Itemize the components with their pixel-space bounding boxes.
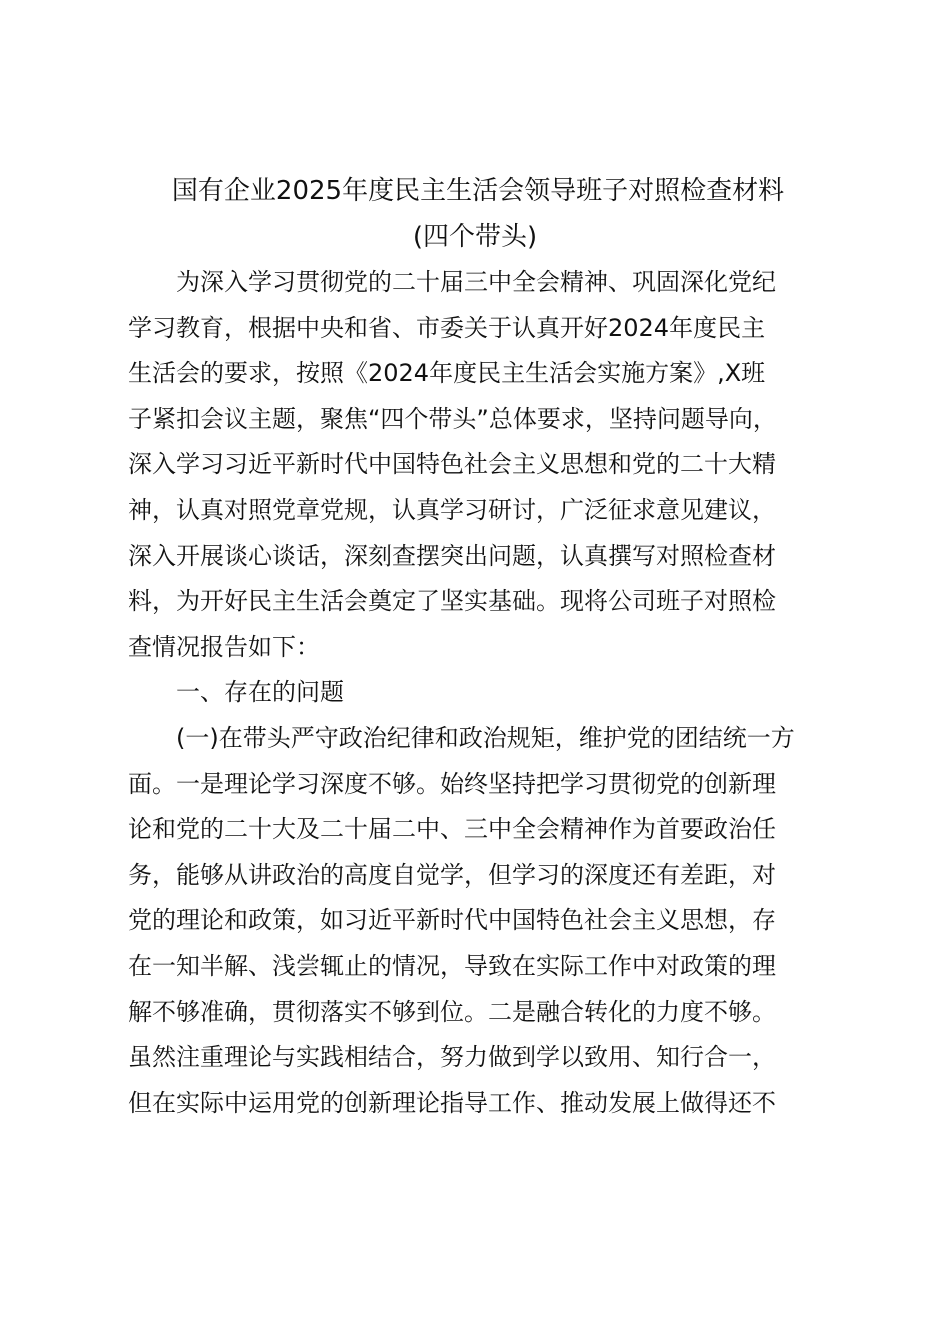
intro-line: 生活会的要求，按照《2024年度民主生活会实施方案》,X班 [128, 359, 766, 388]
title-line-2: (四个带头) [412, 222, 538, 252]
intro-line: 查情况报告如下： [128, 632, 320, 661]
intro-paragraph [128, 260, 822, 670]
section-line: 务，能够从讲政治的高度自觉学，但学习的深度还有差距，对 [128, 860, 776, 889]
section-line: 在一知半解、浅尝辄止的情况，导致在实际工作中对政策的理 [128, 951, 776, 980]
intro-line: 深入开展谈心谈话，深刻查摆突出问题，认真撰写对照检查材 [128, 541, 776, 570]
document-content [128, 168, 822, 1126]
section-heading-block [128, 670, 822, 716]
section-line: 论和党的二十大及二十届二中、三中全会精神作为首要政治任 [128, 815, 776, 844]
intro-line: 料，为开好民主生活会奠定了坚实基础。现将公司班子对照检 [128, 587, 776, 616]
section-line: 党的理论和政策，如习近平新时代中国特色社会主义思想，存 [128, 906, 776, 935]
section-line: (一)在带头严守政治纪律和政治规矩，维护党的团结统一方 [176, 723, 795, 752]
title-line-1: 国有企业2025年度民主生活会领导班子对照检查材料 [171, 176, 785, 206]
section-paragraph [128, 716, 822, 1126]
intro-line: 学习教育，根据中央和省、市委关于认真开好2024年度民主 [128, 313, 766, 342]
section-line: 虽然注重理论与实践相结合，努力做到学以致用、知行合一， [128, 1043, 776, 1072]
section-line: 面。一是理论学习深度不够。始终坚持把学习贯彻党的创新理 [128, 769, 776, 798]
section-heading: 一、存在的问题 [176, 678, 344, 707]
section-line: 解不够准确，贯彻落实不够到位。二是融合转化的力度不够。 [128, 997, 776, 1026]
section-line: 但在实际中运用党的创新理论指导工作、推动发展上做得还不 [128, 1088, 776, 1117]
intro-line: 为深入学习贯彻党的二十届三中全会精神、巩固深化党纪 [176, 268, 776, 296]
document-title [128, 168, 822, 260]
intro-line: 神，认真对照党章党规，认真学习研讨，广泛征求意见建议， [128, 495, 776, 524]
intro-line: 深入学习习近平新时代中国特色社会主义思想和党的二十大精 [128, 450, 776, 479]
intro-line: 子紧扣会议主题，聚焦“四个带头”总体要求，坚持问题导向， [128, 404, 777, 433]
